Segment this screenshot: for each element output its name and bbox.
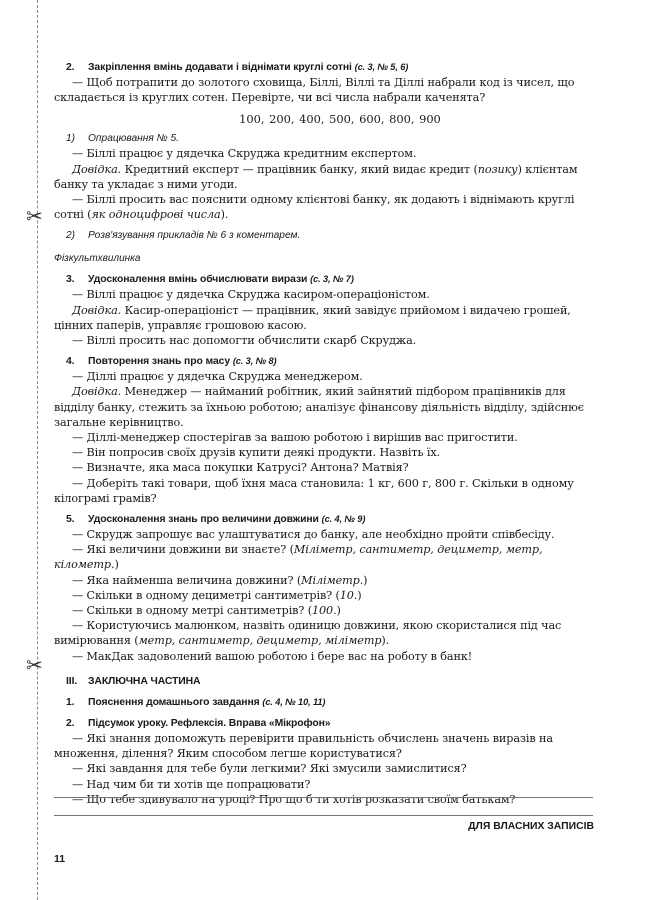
paragraph: — Які завдання для тебе були легкими? Які змусили замислитися?	[72, 762, 467, 776]
paragraph: — Скільки в одному метрі сантиметрів? (100.)	[72, 604, 341, 618]
number-sequence: 100, 200, 400, 500, 600, 800, 900	[239, 112, 441, 127]
paragraph: Довідка. Менеджер — найманий робітник, який зайнятий підбором працівників для відділу банку, стежить за їхньою роботою; аналізує фінансову діяльність відділу, здійснює загальне керівництво.	[54, 385, 584, 429]
section-heading: 2. Підсумок уроку. Рефлексія. Вправа «Мікрофон»	[66, 717, 331, 729]
section-heading: 4. Повторення знань про масу (с. 3, № 8)	[66, 356, 277, 368]
paragraph: — Які знання допоможуть перевірити правильність обчислень значень виразів на множення, ділення? Яким способом легше користуватися?	[54, 731, 553, 761]
paragraph: — Віллі працює у дядечка Скруджа касиром-операціоністом.	[72, 288, 430, 302]
subsection-heading: 2) Розв'язування прикладів № 6 з коментарем.	[66, 230, 301, 242]
section-heading: 1. Пояснення домашнього завдання (с. 4, № 10, 11)	[66, 696, 326, 708]
paragraph: — Щоб потрапити до золотого сховища, Біллі, Віллі та Діллі набрали код із чисел, що складається із круглих сотен. Перевірте, чи всі числа набрали каченята?	[54, 76, 575, 105]
paragraph: — Віллі просить нас допомогти обчислити скарб Скруджа.	[72, 334, 417, 348]
paragraph: — Що тебе здивувало на уроці? Про що б ти хотів розказати своїм батькам?	[72, 792, 516, 806]
cut-line	[37, 0, 38, 900]
paragraph: — Користуючись малюнком, назвіть одиницю довжини, якою скористалися під час вимірювання (метр, сантиметр, дециметр, міліметр).	[54, 619, 562, 648]
page-content	[54, 60, 594, 834]
paragraph: — Над чим би ти хотів ще попрацювати?	[72, 777, 311, 791]
page-number: 11	[54, 853, 66, 865]
paragraph: — Визначте, яка маса покупки Катрусі? Антона? Матвія?	[72, 461, 409, 475]
paragraph: — Скільки в одному дециметрі сантиметрів? (10.)	[72, 588, 362, 602]
notes-line	[54, 797, 593, 798]
section-heading: 3. Удосконалення вмінь обчислювати вирази (с. 3, № 7)	[66, 274, 354, 286]
paragraph: — Біллі просить вас пояснити одному клієнтові банку, як додають і віднімають круглі сотні (як одноцифрові числа).	[54, 193, 575, 222]
paragraph: — Доберіть такі товари, щоб їхня маса становила: 1 кг, 600 г, 800 г. Скільки в одному кілограмі грамів?	[54, 476, 574, 505]
paragraph: — МакДак задоволений вашою роботою і бере вас на роботу в банк!	[72, 649, 473, 663]
notes-line	[54, 815, 593, 816]
exercise-break-label: Фізкультхвилинка	[54, 253, 141, 265]
section-heading: 2. Закріплення вмінь додавати і віднімати круглі сотні (с. 3, № 5, 6)	[66, 62, 409, 73]
scissors-icon: ✂	[26, 204, 43, 228]
paragraph: Довідка. Касир-операціоніст — працівник, який завідує прийомом і видачею грошей, цінних паперів, управляє грошовою касою.	[54, 303, 571, 332]
scissors-icon: ✂	[26, 653, 43, 677]
paragraph: — Біллі працює у дядечка Скруджа кредитним експертом.	[72, 147, 417, 161]
paragraph: Довідка. Кредитний експерт — працівник банку, який видає кредит (позику) клієнтам банку та укладає з ними угоди.	[54, 162, 578, 191]
part-heading: III. ЗАКЛЮЧНА ЧАСТИНА	[66, 675, 201, 687]
paragraph: — Яка найменша величина довжини? (Міліметр.)	[72, 573, 368, 587]
notes-heading: ДЛЯ ВЛАСНИХ ЗАПИСІВ	[468, 820, 594, 832]
paragraph: — Які величини довжини ви знаєте? (Міліметр, сантиметр, дециметр, метр, кілометр.)	[54, 543, 543, 572]
section-heading: 5. Удосконалення знань про величини довжини (с. 4, № 9)	[66, 514, 366, 526]
paragraph: — Діллі працює у дядечка Скруджа менеджером.	[72, 370, 363, 384]
paragraph: — Діллі-менеджер спостерігав за вашою роботою і вирішив вас пригостити.	[72, 431, 518, 445]
paragraph: — Скрудж запрошує вас улаштуватися до банку, але необхідно пройти співбесіду.	[72, 528, 555, 542]
subsection-heading: 1) Опрацювання № 5.	[66, 133, 179, 145]
paragraph: — Він попросив своїх друзів купити деякі продукти. Назвіть їх.	[72, 446, 441, 460]
